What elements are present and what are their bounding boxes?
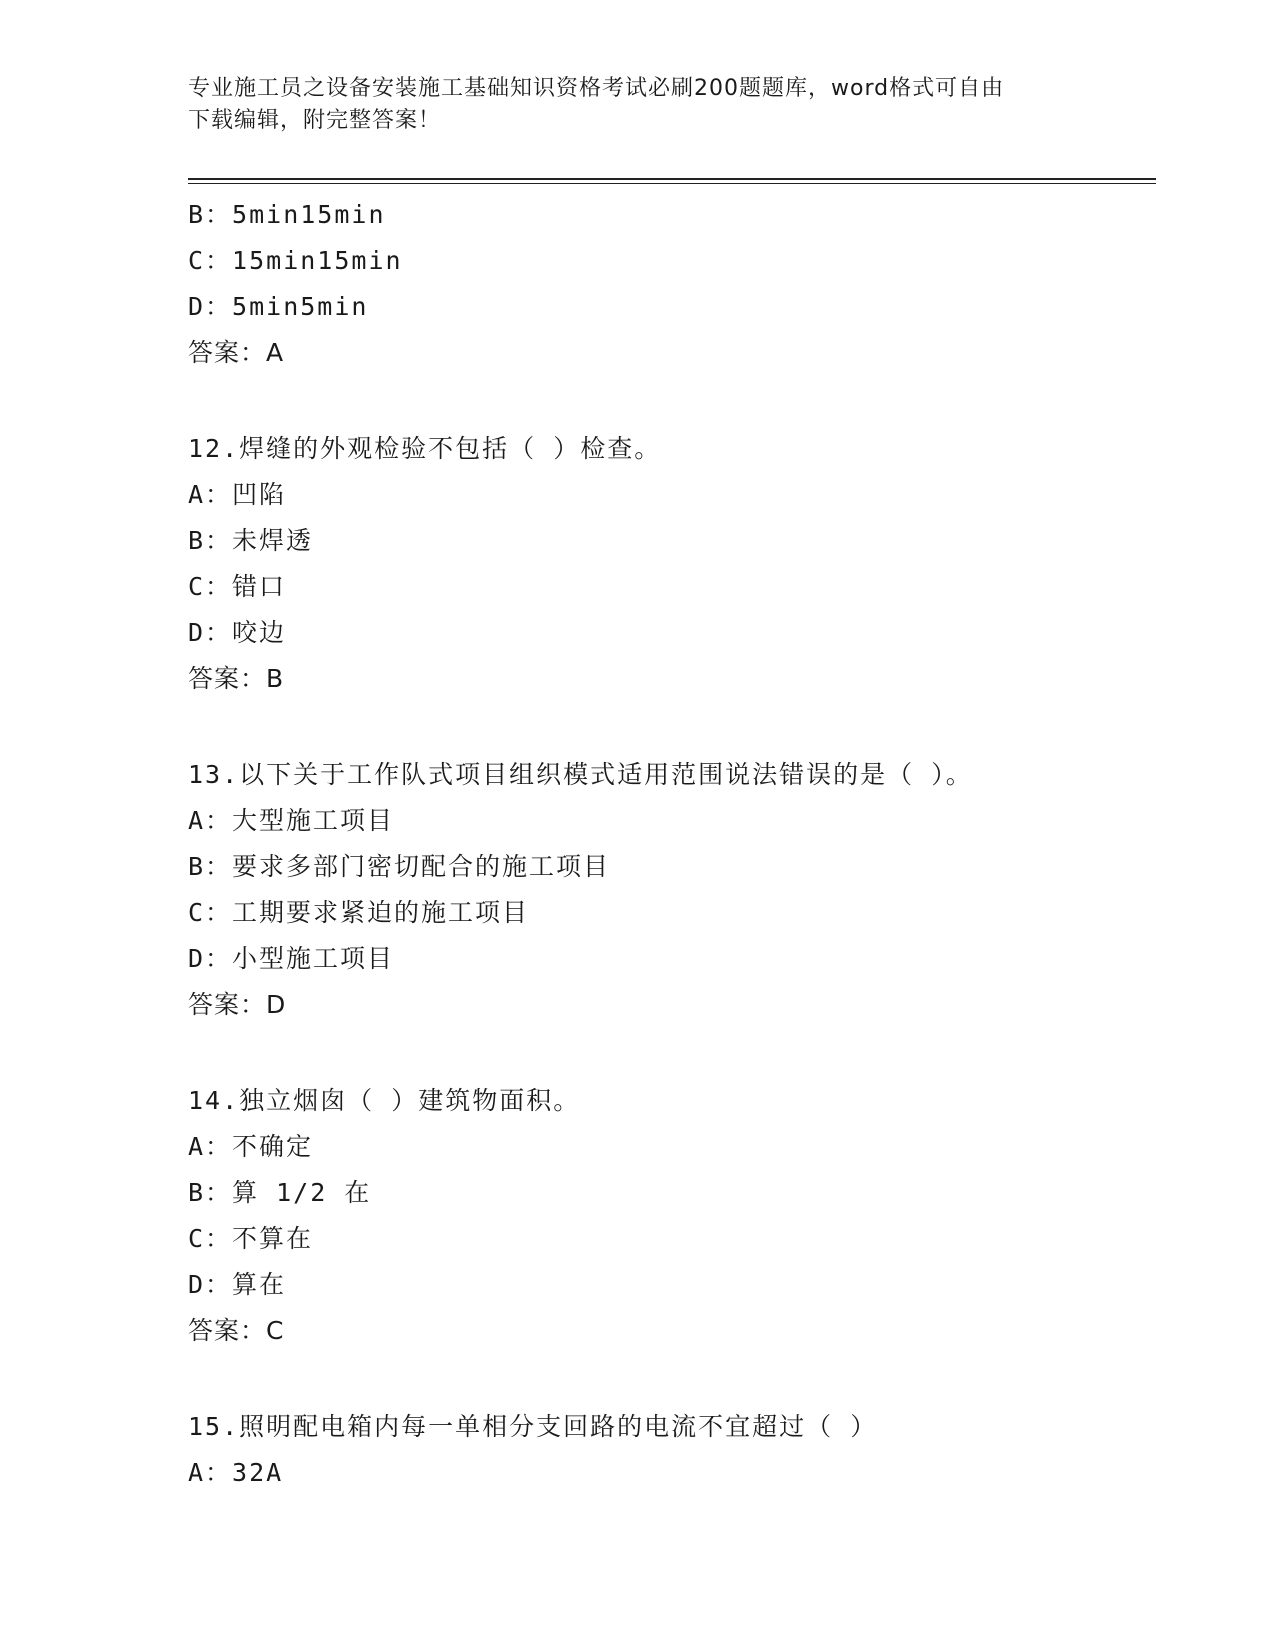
- q14-option-c: C：不算在: [188, 1224, 314, 1253]
- q12-answer: 答案：B: [188, 664, 285, 693]
- question-spacer: [188, 1354, 1148, 1404]
- q11-option-b: B：5min15min: [188, 200, 386, 229]
- q13-option-b: B：要求多部门密切配合的施工项目: [188, 852, 611, 881]
- q11-answer: 答案：A: [188, 338, 285, 367]
- q12-question: 12.焊缝的外观检验不包括（ ）检查。: [188, 434, 662, 463]
- document-header: [188, 73, 1088, 137]
- q13-option-d: D：小型施工项目: [188, 944, 395, 973]
- header-divider-thin: [188, 183, 1156, 184]
- q12-option-c: C：错口: [188, 572, 287, 601]
- q14-option-a: A：不确定: [188, 1132, 314, 1161]
- q12-option-b: B：未焊透: [188, 526, 314, 555]
- q14-option-b: B：算 1/2 在: [188, 1178, 372, 1207]
- q11-option-d: D：5min5min: [188, 292, 369, 321]
- q11-option-c: C：15min15min: [188, 246, 403, 275]
- q15-option-a: A：32A: [188, 1458, 284, 1487]
- q13-answer: 答案：D: [188, 990, 287, 1019]
- q13-option-c: C：工期要求紧迫的施工项目: [188, 898, 530, 927]
- q15-question: 15.照明配电箱内每一单相分支回路的电流不宜超过（ ）: [188, 1412, 878, 1441]
- question-spacer: [188, 1028, 1148, 1078]
- q14-option-d: D：算在: [188, 1270, 287, 1299]
- q12-option-a: A：凹陷: [188, 480, 287, 509]
- q13-option-a: A：大型施工项目: [188, 806, 395, 835]
- header-title-line-1: 专业施工员之设备安装施工基础知识资格考试必刷200题题库，word格式可自由: [188, 76, 1005, 101]
- question-list: [188, 192, 1148, 1496]
- question-spacer: [188, 376, 1148, 426]
- q14-question: 14.独立烟囱（ ）建筑物面积。: [188, 1086, 581, 1115]
- q12-option-d: D：咬边: [188, 618, 287, 647]
- q14-answer: 答案：C: [188, 1316, 285, 1345]
- header-divider-thick: [188, 178, 1156, 180]
- question-spacer: [188, 702, 1148, 752]
- header-title-line-2: 下载编辑，附完整答案！: [188, 108, 442, 133]
- q13-question: 13.以下关于工作队式项目组织模式适用范围说法错误的是（ ）。: [188, 760, 973, 789]
